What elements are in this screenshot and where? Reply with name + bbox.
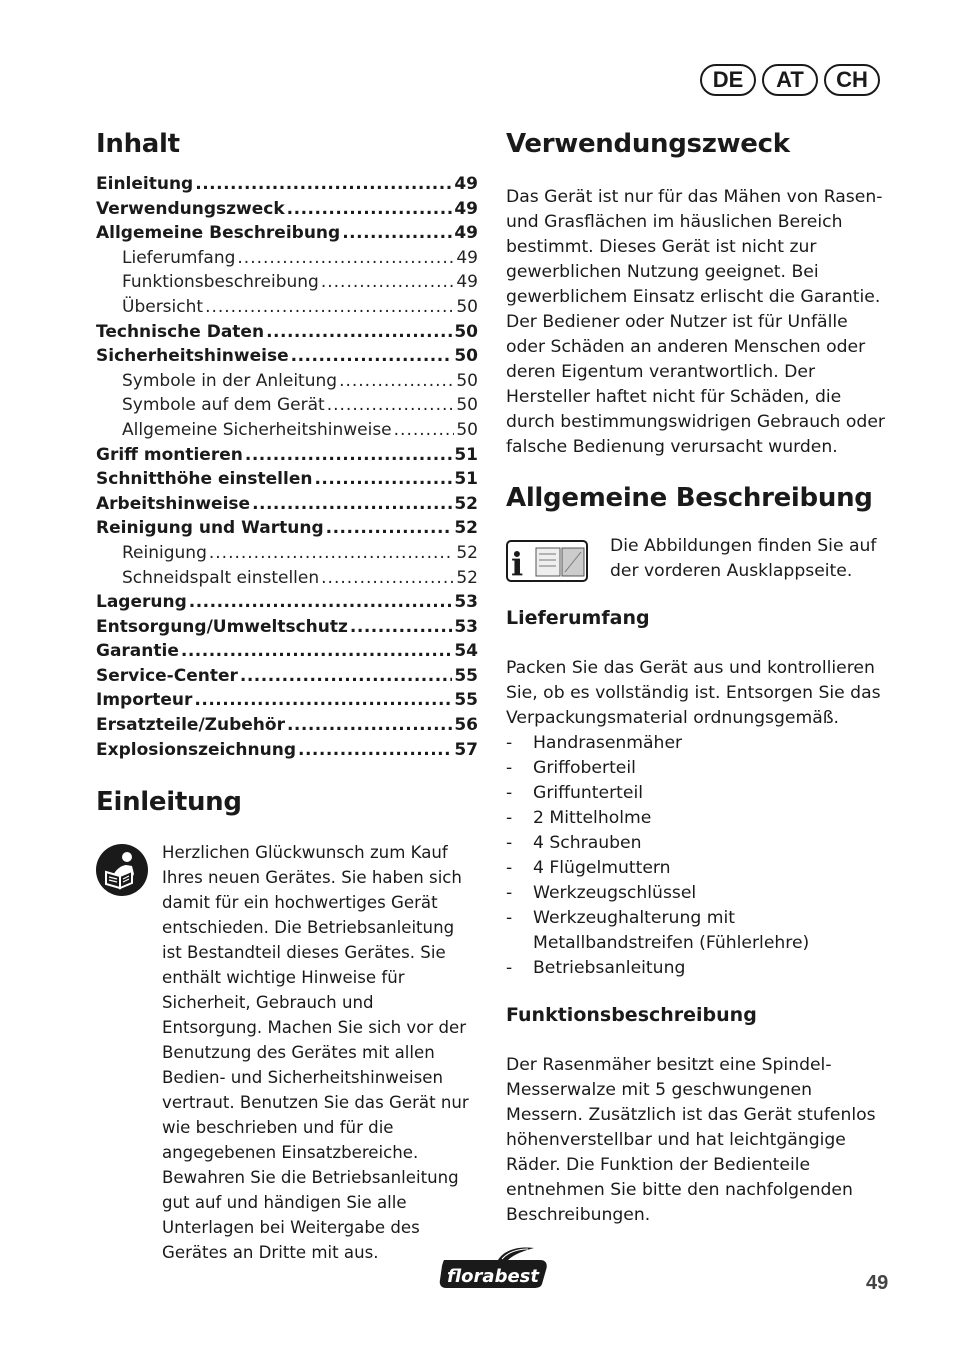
lang-badge-at: AT [762,64,818,96]
toc-entry [96,492,478,517]
toc-entry-page: 49 [456,272,478,293]
toc-entry-label: Lagerung [96,592,187,613]
toc-entry-label: Sicherheitshinweise [96,346,289,367]
page-number: 49 [866,1272,889,1294]
list-bullet: - [506,758,513,778]
toc-entry-page: 54 [454,641,478,662]
list-item-text: 4 Flügelmuttern [533,858,671,878]
list-item-text: Betriebsanleitung [533,958,686,978]
toc-entry [96,590,478,615]
toc-entry-label: Explosionszeichnung [96,739,297,760]
toc-entry-label: Service-Center [96,665,238,686]
toc-entry [96,516,478,541]
list-bullet: - [506,783,513,803]
toc-leader-dots [287,713,452,738]
toc-entry-label: Arbeitshinweise [96,493,251,514]
list-bullet: - [506,883,513,903]
toc-entry-page: 50 [456,370,478,391]
toc-entry-label: Technische Daten [96,321,265,342]
list-item [506,881,890,906]
toc-leader-dots [245,443,452,468]
toc-entry [96,615,478,640]
svg-text:i: i [511,545,524,582]
toc-entry-label: Reinigung [122,542,207,563]
einleitung-section [96,840,478,1265]
list-item [506,906,890,956]
toc-leader-dots [291,344,453,369]
toc-entry-page: 51 [454,469,478,490]
toc-leader-dots [195,172,452,197]
toc-entry-page: 49 [456,247,478,268]
toc-leader-dots [194,688,452,713]
list-item-text: Werkzeugschlüssel [533,883,697,903]
toc-leader-dots [237,246,454,271]
read-manual-icon [96,844,148,896]
toc-leader-dots [209,541,455,566]
list-item-text: Werkzeughalterung mit Metallbandstreifen (Fühlerlehre) [533,908,810,953]
toc-leader-dots [205,295,454,320]
toc-entry-label: Funktionsbeschreibung [122,272,319,293]
toc-entry [96,295,478,320]
toc-leader-dots [394,418,455,443]
list-item-text: Griffoberteil [533,758,636,778]
florabest-logo [438,1246,552,1290]
brand-wordmark: florabest [447,1266,539,1287]
toc-leader-dots [314,467,452,492]
toc-entry-label: Einleitung [96,174,194,194]
toc-entry-label: Entsorgung/Umweltschutz [96,616,348,637]
einleitung-text: Herzlichen Glückwunsch zum Kauf Ihres neuen Gerätes. Sie haben sich damit für ein hochwertiges Gerät entschieden. Die Betriebsanleitung ist Bestandteil dieses Gerätes. Sie enthält wichtige Hinweise für Sicherheit, Gebrauch und Entsorgung. Machen Sie sich vor der Benutzung des Gerätes mit allen Bedien- und Sicherheitshinweisen vertraut. Benutzen Sie das Gerät nur wie beschrieben und für die angegebenen Einsatzbereiche. Bewahren Sie die Betriebsanleitung gut auf und händigen Sie alle Unterlagen bei Weitergabe des Gerätes an Dritte mit aus. [162,843,469,1263]
info-note-text: Die Abbildungen finden Sie auf der vorderen Ausklappseite. [610,536,877,581]
list-item-text: 2 Mittelholme [533,808,652,828]
toc-entry [96,639,478,664]
lang-badge-ch: CH [824,64,880,96]
lang-badge-de: DE [700,64,756,96]
lieferumfang-title: Lieferumfang [506,607,650,629]
toc-entry [96,688,478,713]
toc-entry-page: 53 [454,616,478,637]
list-item [506,731,890,756]
toc-leader-dots [321,270,455,295]
toc-leader-dots [342,221,452,246]
toc-entry-page: 52 [456,542,478,563]
list-item [506,806,890,831]
toc-entry-page: 52 [456,567,478,588]
list-bullet: - [506,733,513,753]
info-note [506,534,890,584]
toc-entry [96,738,478,763]
toc-entry [96,664,478,689]
list-item-text: Handrasenmäher [533,733,683,753]
toc-entry-label: Garantie [96,641,179,662]
toc-entry [96,467,478,492]
toc-leader-dots [189,590,453,615]
toc-entry-page: 55 [454,690,478,711]
toc-title: Inhalt [96,129,180,159]
toc-entry-label: Symbole in der Anleitung [122,370,338,391]
toc-leader-dots [326,516,453,541]
toc-entry-label: Allgemeine Beschreibung [96,223,341,244]
list-bullet: - [506,958,513,978]
toc-entry-label: Symbole auf dem Gerät [122,395,325,416]
list-item [506,831,890,856]
toc-entry [96,369,478,394]
toc-entry-page: 55 [454,665,478,686]
toc-entry-page: 52 [454,518,478,539]
toc-entry-page: 50 [456,296,478,317]
toc-entry [96,443,478,468]
verwendungszweck-title: Verwendungszweck [506,129,790,159]
list-bullet: - [506,908,513,928]
verwendungszweck-text: Das Gerät ist nur für das Mähen von Rasen- und Grasflächen im häuslichen Bereich bestimmt. Dieses Gerät ist nicht zur gewerblichen Nutzung geeignet. Bei gewerblichem Einsatz erlischt die Garantie. Der Bediener oder Nutzer ist für Unfälle oder Schäden an anderen Menschen oder deren Eigentum verantwortlich. Der Hersteller haftet nicht für Schäden, die durch bestimmungswidrigen Gebrauch oder falsche Bedienung verursacht wurden. [506,187,885,457]
funktionsbeschreibung-text: Der Rasenmäher besitzt eine Spindel-Messerwalze mit 5 geschwungenen Messern. Zusätzlich ist das Gerät stufenlos höhenverstellbar und hat leichtgängige Räder. Die Funktion der Bedienteile entnehmen Sie bitte den nachfolgenden Beschreibungen. [506,1055,876,1225]
toc-leader-dots [181,639,452,664]
allgemeine-beschreibung-title: Allgemeine Beschreibung [506,483,873,513]
toc-entry-label: Schnitthöhe einstellen [96,469,313,490]
einleitung-title: Einleitung [96,787,242,818]
toc-entry-label: Allgemeine Sicherheitshinweise [122,419,392,440]
info-fold-out-icon [506,540,588,582]
toc-entry-label: Lieferumfang [122,247,236,268]
toc-entry-page: 51 [454,444,478,465]
list-item [506,956,890,981]
list-item [506,756,890,781]
toc-entry [96,541,478,566]
toc-leader-dots [298,738,452,763]
toc-entry-page: 50 [456,419,478,440]
toc-entry-page: 56 [454,715,478,736]
toc-entry [96,344,478,369]
toc-entry [96,566,478,591]
left-column [96,128,478,1265]
toc-leader-dots [321,566,454,591]
table-of-contents [96,172,478,762]
toc-entry [96,246,478,271]
toc-entry-page: 53 [454,592,478,613]
toc-entry-page: 50 [456,395,478,416]
lieferumfang-intro: Packen Sie das Gerät aus und kontrollieren Sie, ob es vollständig ist. Entsorgen Sie das Verpackungsmaterial ordnungsgemäß. [506,658,881,728]
list-bullet: - [506,833,513,853]
toc-leader-dots [252,492,452,517]
list-bullet: - [506,858,513,878]
toc-entry [96,393,478,418]
toc-entry-label: Importeur [96,690,193,711]
toc-entry-label: Griff montieren [96,444,243,465]
toc-leader-dots [339,369,454,394]
toc-entry-label: Übersicht [122,296,204,317]
toc-entry [96,418,478,443]
toc-entry-page: 50 [454,321,478,342]
toc-leader-dots [287,197,453,222]
lieferumfang-list [506,731,890,981]
toc-entry [96,270,478,295]
toc-entry-label: Schneidspalt einstellen [122,567,320,588]
toc-entry [96,713,478,738]
list-item-text: 4 Schrauben [533,833,642,853]
toc-entry-label: Ersatzteile/Zubehör [96,715,285,736]
toc-entry-page: 52 [454,493,478,514]
toc-leader-dots [350,615,452,640]
toc-entry-page: 57 [454,739,478,760]
toc-entry-page: 49 [454,198,478,219]
toc-entry [96,197,478,222]
toc-entry [96,320,478,345]
toc-entry [96,172,478,197]
toc-entry-label: Verwendungszweck [96,198,285,219]
list-item-text: Griffunterteil [533,783,644,803]
funktionsbeschreibung-title: Funktionsbeschreibung [506,1004,757,1026]
list-item [506,781,890,806]
toc-leader-dots [327,393,455,418]
toc-entry-label: Reinigung und Wartung [96,518,324,539]
list-item [506,856,890,881]
toc-leader-dots [240,664,452,689]
toc-entry-page: 49 [454,223,478,244]
right-column [506,128,890,1228]
toc-entry-page: 50 [454,346,478,367]
toc-entry [96,221,478,246]
toc-entry-page: 49 [454,174,478,194]
list-bullet: - [506,808,513,828]
language-badges [700,64,880,96]
toc-leader-dots [266,320,452,345]
